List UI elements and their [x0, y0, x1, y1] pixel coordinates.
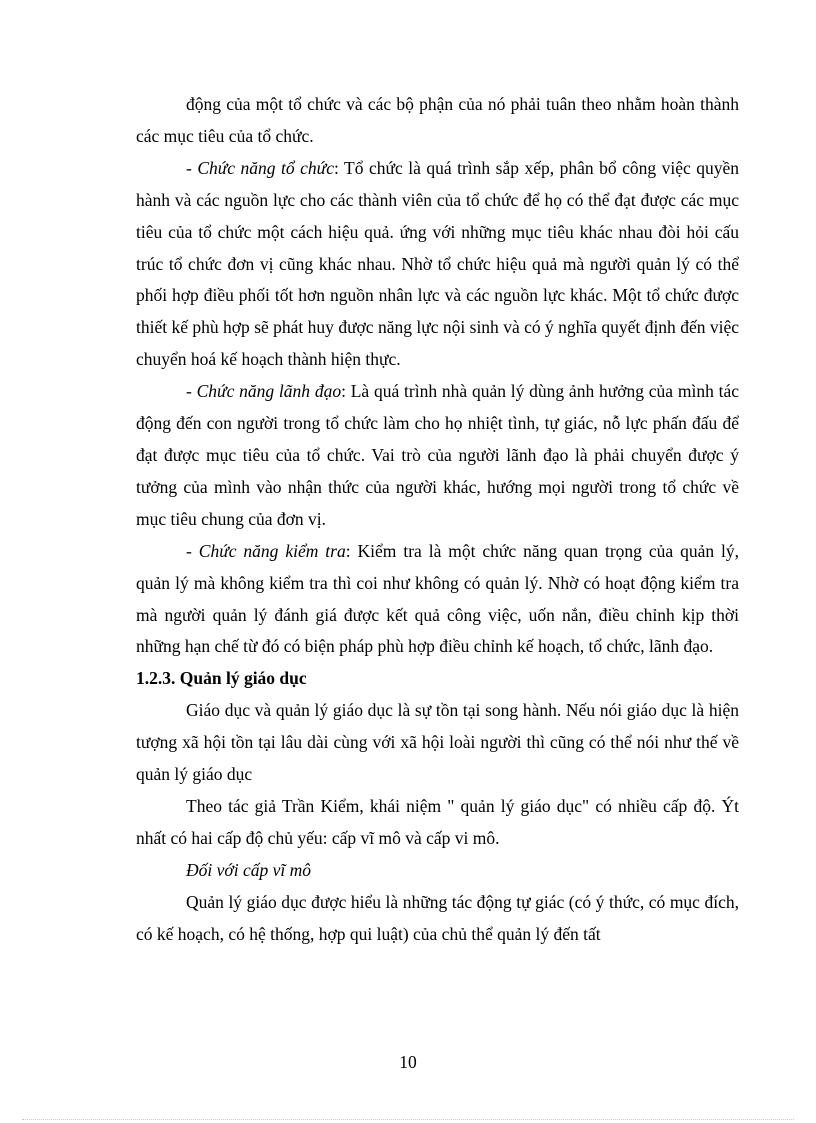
paragraph-text: Giáo dục và quản lý giáo dục là sự tồn tại song hành. Nếu nói giáo dục là hiện tượng xã hội tồn tại lâu dài cùng với xã hội loài người thì cũng có thể nói như thế về quản lý giáo dục [136, 700, 739, 785]
page-bottom-divider [22, 1119, 794, 1120]
paragraph-education-management [136, 695, 739, 791]
paragraph-text: Quản lý giáo dục được hiểu là những tác động tự giác (có ý thức, có mục đích, có kế hoạch, có hệ thống, hợp qui luật) của chủ thể quản lý đến tất [136, 891, 739, 944]
paragraph-text: : Tổ chức là quá trình sắp xếp, phân bổ công việc quyền hành và các nguồn lực cho các thành viên của tổ chức để họ có thể đạt được các mục tiêu của tổ chức một cách hiệu quả. ứng với những mục tiêu khác nhau đòi hỏi cấu trúc tổ chức đơn vị cũng khác nhau. Nhờ tổ chức hiệu quả mà người quản lý có thể phối hợp điều phối tốt hơn nguồn nhân lực và các nguồn lực khác. Một tổ chức được thiết kế phù hợp sẽ phát huy được năng lực nội sinh và có ý nghĩa quyết định đến việc chuyển hoá kế hoạch thành hiện thực. [136, 157, 740, 370]
paragraph-text: : Kiểm tra là một chức năng quan trọng của quản lý, quản lý mà không kiểm tra thì coi như không có quản lý. Nhờ có hoạt động kiểm tra mà người quản lý đánh giá được kết quả công việc, uốn nắn, điều chỉnh kịp thời những hạn chế từ đó có biện pháp phù hợp điều chỉnh kế hoạch, tổ chức, lãnh đạo. [136, 540, 739, 657]
subheading-text: Đối với cấp vĩ mô [186, 859, 312, 880]
paragraph-organization-function [136, 153, 739, 376]
page-number: 10 [399, 1052, 417, 1072]
paragraph-author-definition [136, 791, 739, 855]
item-label: Chức năng lãnh đạo [196, 381, 342, 402]
section-heading: 1.2.3. Quản lý giáo dục [136, 668, 307, 689]
page-body [136, 89, 739, 950]
paragraph-macro-definition [136, 887, 739, 951]
item-label: Chức năng kiểm tra [198, 540, 346, 561]
paragraph-control-function [136, 536, 739, 664]
paragraph-text: Theo tác giả Trần Kiểm, khái niệm " quản lý giáo dục" có nhiều cấp độ. Ýt nhất có hai cấp độ chủ yếu: cấp vĩ mô và cấp vi mô. [136, 795, 739, 848]
paragraph-text: : Là quá trình nhà quản lý dùng ảnh hưởng của mình tác động đến con người trong tổ chức làm cho họ nhiệt tình, tự giác, nỗ lực phấn đấu để đạt được mục tiêu của tổ chức. Vai trò của người lãnh đạo là phải chuyển được ý tưởng của mình vào nhận thức của người khác, hướng mọi người trong tổ chức về mục tiêu chung của đơn vị. [136, 381, 739, 529]
paragraph-leadership-function [136, 376, 739, 536]
item-dash: - [186, 540, 199, 561]
paragraph-text: động của một tổ chức và các bộ phận của nó phải tuân theo nhằm hoàn thành các mục tiêu của tổ chức. [136, 94, 739, 146]
item-label: Chức năng tổ chức [197, 157, 334, 178]
subheading-macro-level [136, 855, 739, 887]
paragraph-continuation [136, 89, 739, 153]
item-dash: - [186, 381, 197, 402]
item-dash: - [186, 157, 198, 178]
